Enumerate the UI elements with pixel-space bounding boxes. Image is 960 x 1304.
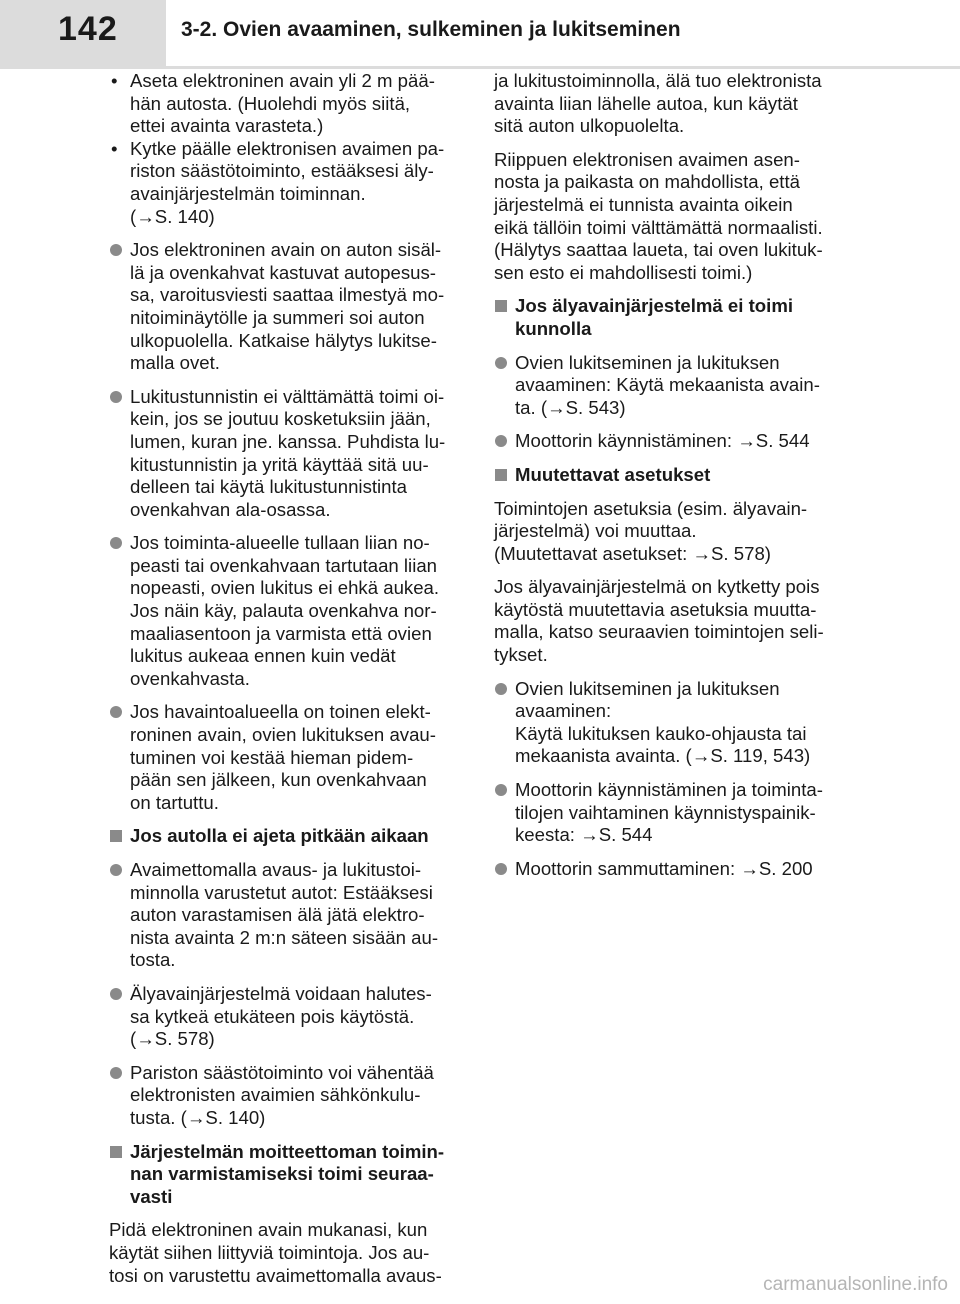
circle-bullet-icon — [110, 864, 122, 876]
left-column — [109, 70, 469, 1298]
bullet-item — [109, 1062, 469, 1130]
circle-bullet-icon — [110, 1067, 122, 1079]
bullet-item — [494, 858, 854, 881]
paragraph — [494, 149, 854, 285]
bullet-item-text: Avaimettomalla avaus- ja lukitustoi- minnolla varustetut autot: Estääksesi auton varastamisen älä jätä elektro- nista avainta 2 m:n säteen sisään au- tosta. — [130, 859, 439, 971]
circle-bullet-icon — [495, 435, 507, 447]
section-heading — [109, 1141, 469, 1209]
bullet-item — [109, 532, 469, 690]
dash-list-item — [109, 138, 469, 228]
paragraph-text: Riippuen elektronisen avaimen asen- nosta ja paikasta on mahdollista, että järjestelmä ei tunnista avainta oikein eikä tällöin toimi välttämättä normaalisti. (Hälytys saattaa laueta, tai oven lukituk- sen esto ei mahdollisesti toimi.) — [494, 148, 823, 283]
square-bullet-icon — [495, 300, 507, 312]
bullet-item — [494, 352, 854, 420]
section-heading — [494, 464, 854, 487]
dash-list-item-text: Kytke päälle elektronisen avaimen pa- riston säästötoiminto, estääksesi äly- avainjärjestelmän toiminnan. (→S. 140) — [130, 137, 445, 227]
paragraph — [109, 1219, 469, 1287]
bullet-item — [494, 678, 854, 768]
bullet-item — [109, 239, 469, 375]
section-heading-text: Jos älyavainjärjestelmä ei toimi kunnolla — [515, 295, 794, 339]
bullet-item — [109, 983, 469, 1051]
section-heading-text: Muutettavat asetukset — [515, 463, 711, 485]
bullet-item-text: Älyavainjärjestelmä voidaan halutes- sa kytkeä etukäteen pois käytöstä. (→S. 578) — [130, 982, 432, 1050]
circle-bullet-icon — [110, 391, 122, 403]
bullet-item-text: Moottorin käynnistäminen: →S. 544 — [515, 430, 810, 452]
watermark: carmanualsonline.info — [763, 1274, 948, 1295]
section-heading-text: Järjestelmän moitteettoman toimin- nan varmistamiseksi toimi seuraa- vasti — [130, 1140, 445, 1207]
bullet-item-text: Jos toiminta-alueelle tullaan liian no- peasti tai ovenkahvaan tartutaan liian nopeasti, ovien lukitus ei ehkä aukea. Jos näin käy, palauta ovenkahva nor- maaliasentoon ja varmista että ovien lukitus aukeaa ennen kuin vedät ovenkahvasta. — [130, 532, 440, 689]
section-title: 3-2. Ovien avaaminen, sulkeminen ja lukitseminen — [181, 18, 681, 41]
square-bullet-icon — [110, 830, 122, 842]
dash-list-item-text: Aseta elektroninen avain yli 2 m pää- hän autosta. (Huolehdi myös siitä, ettei avainta varasteta.) — [130, 70, 435, 137]
square-bullet-icon — [495, 469, 507, 481]
circle-bullet-icon — [495, 357, 507, 369]
bullet-item — [109, 701, 469, 814]
bullet-item-text: Ovien lukitseminen ja lukituksen avaaminen: Käytä mekaanista avain- ta. (→S. 543) — [515, 351, 820, 418]
section-heading — [109, 825, 469, 848]
bullet-item — [109, 386, 469, 522]
circle-bullet-icon — [495, 784, 507, 796]
page-number-box — [0, 0, 166, 66]
bullet-item-text: Jos havaintoalueella on toinen elekt- roninen avain, ovien lukituksen avau- tuminen voi kestää hieman pidem- pään sen jälkeen, kun ovenkahvaan on tartuttu. — [130, 701, 436, 813]
header-rule — [0, 66, 960, 69]
bullet-item-text: Jos elektroninen avain on auton sisäl- lä ja ovenkahvat kastuvat autopesus- sa, varoitusviesti saattaa ilmestyä mo- nitoiminäytölle ja summeri soi auton ulkopuolella. Katkaise hälytys lukitse- malla ovet. — [130, 239, 445, 374]
paragraph — [494, 576, 854, 666]
bullet-item-text: Pariston säästötoiminto voi vähentää elektronisten avaimien sähkönkulu- tusta. (→S. 140) — [130, 1061, 434, 1128]
section-heading-text: Jos autolla ei ajeta pitkään aikaan — [130, 825, 429, 847]
circle-bullet-icon — [110, 244, 122, 256]
dash-bullet-icon: • — [111, 70, 118, 91]
bullet-item-text: Moottorin sammuttaminen: →S. 200 — [515, 857, 813, 879]
paragraph-text: Pidä elektroninen avain mukanasi, kun käytät siihen liittyviä toimintoja. Jos au- tosi on varustettu avaimettomalla avaus- — [109, 1219, 442, 1286]
bullet-item — [494, 779, 854, 847]
paragraph-text: Toimintojen asetuksia (esim. älyavain- järjestelmä) voi muuttaa. (Muutettavat asetukset: →S. 578) — [494, 497, 808, 564]
circle-bullet-icon — [110, 537, 122, 549]
right-column — [494, 70, 854, 891]
paragraph-text: ja lukitustoiminnolla, älä tuo elektronista avainta liian lähelle autoa, kun käytät sitä auton ulkopuolelta. — [494, 70, 822, 137]
section-heading — [494, 295, 854, 340]
paragraph — [494, 70, 854, 138]
page-header — [0, 0, 960, 66]
paragraph — [494, 498, 854, 566]
circle-bullet-icon — [110, 706, 122, 718]
bullet-item-text: Ovien lukitseminen ja lukituksen avaaminen: Käytä lukituksen kauko-ohjausta tai mekaanista avainta. (→S. 119, 543) — [515, 677, 811, 767]
circle-bullet-icon — [495, 683, 507, 695]
circle-bullet-icon — [110, 988, 122, 1000]
dash-list-item — [109, 70, 469, 138]
bullet-item-text: Lukitustunnistin ei välttämättä toimi oi- kein, jos se joutuu kosketuksiin jään, lumen, kuran jne. kanssa. Puhdista lu- kitustunnistin ja yritä käyttää sitä uu- delleen tai käytä lukitustunnistinta ovenkahvan ala-osassa. — [130, 385, 446, 520]
circle-bullet-icon — [495, 863, 507, 875]
bullet-item-text: Moottorin käynnistäminen ja toiminta- tilojen vaihtaminen käynnistyspainik- keesta: →S. 544 — [515, 779, 823, 846]
paragraph-text: Jos älyavainjärjestelmä on kytketty pois käytöstä muutettavia asetuksia muutta- malla, katso seuraavien toimintojen seli- tykset. — [494, 576, 824, 666]
bullet-item — [494, 430, 854, 453]
dash-bullet-icon: • — [111, 137, 118, 159]
page-number: 142 — [58, 10, 118, 48]
bullet-item — [109, 859, 469, 972]
square-bullet-icon — [110, 1146, 122, 1158]
